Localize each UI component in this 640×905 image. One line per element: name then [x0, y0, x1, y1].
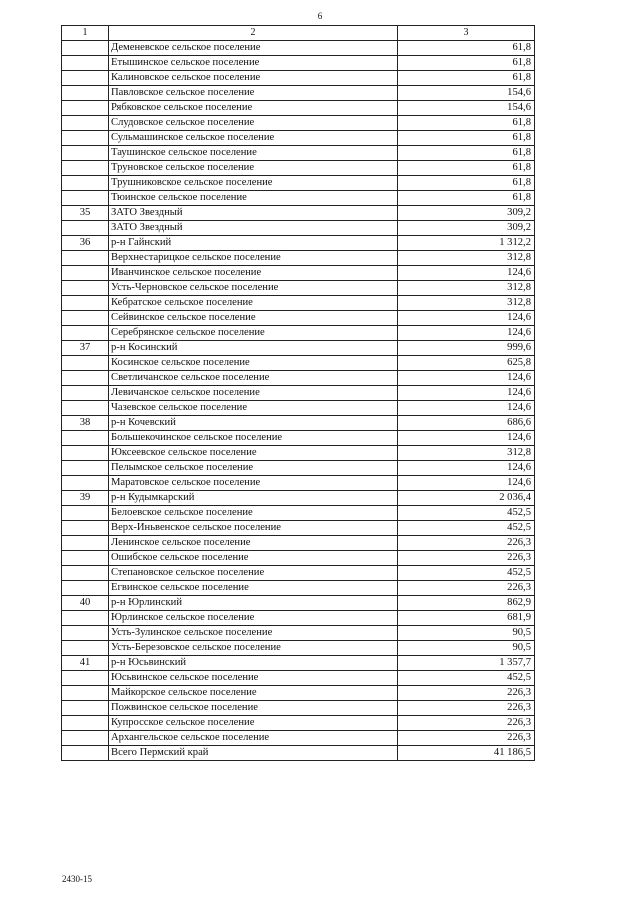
table-row: [62, 206, 535, 221]
row-number: 35: [62, 206, 109, 221]
table-row: [62, 221, 535, 236]
document-code: 2430-15: [62, 874, 92, 884]
table-row: [62, 266, 535, 281]
row-name: Сейвинское сельское поселение: [109, 311, 398, 326]
table-row: [62, 386, 535, 401]
row-name: Тюинское сельское поселение: [109, 191, 398, 206]
row-number: [62, 86, 109, 101]
table-row: [62, 131, 535, 146]
row-number: [62, 221, 109, 236]
row-number: [62, 476, 109, 491]
row-value: 625,8: [398, 356, 535, 371]
table-row: [62, 431, 535, 446]
table-row: [62, 596, 535, 611]
row-value: 124,6: [398, 326, 535, 341]
row-value: 999,6: [398, 341, 535, 356]
row-name: Юрлинское сельское поселение: [109, 611, 398, 626]
row-number: 39: [62, 491, 109, 506]
row-name: р-н Косинский: [109, 341, 398, 356]
row-value: 124,6: [398, 476, 535, 491]
row-name: Юксеевское сельское поселение: [109, 446, 398, 461]
row-name: Усть-Зулинское сельское поселение: [109, 626, 398, 641]
row-name: Левичанское сельское поселение: [109, 386, 398, 401]
row-name: Архангельское сельское поселение: [109, 731, 398, 746]
row-name: р-н Юсьвинский: [109, 656, 398, 671]
row-value: 681,9: [398, 611, 535, 626]
row-number: [62, 161, 109, 176]
row-number: [62, 446, 109, 461]
row-number: [62, 386, 109, 401]
table-row: [62, 176, 535, 191]
table-row: [62, 161, 535, 176]
table-row: [62, 86, 535, 101]
row-number: [62, 536, 109, 551]
row-name: Майкорское сельское поселение: [109, 686, 398, 701]
table-row: [62, 686, 535, 701]
table-row: [62, 116, 535, 131]
table-row: [62, 401, 535, 416]
table-row: [62, 371, 535, 386]
row-value: 1 312,2: [398, 236, 535, 251]
column-header-2: 2: [109, 26, 398, 41]
row-name: р-н Кочевский: [109, 416, 398, 431]
column-header-3: 3: [398, 26, 535, 41]
row-value: 61,8: [398, 116, 535, 131]
table-row: [62, 656, 535, 671]
table-row: [62, 296, 535, 311]
row-value: 226,3: [398, 716, 535, 731]
table-row: [62, 251, 535, 266]
table-row: [62, 71, 535, 86]
row-value: 226,3: [398, 551, 535, 566]
row-name: Егвинское сельское поселение: [109, 581, 398, 596]
table-row: [62, 41, 535, 56]
row-value: 154,6: [398, 101, 535, 116]
row-number: [62, 521, 109, 536]
table-row: [62, 551, 535, 566]
row-value: 686,6: [398, 416, 535, 431]
table-row: [62, 101, 535, 116]
row-number: [62, 611, 109, 626]
row-value: 452,5: [398, 671, 535, 686]
row-number: [62, 716, 109, 731]
row-name: Етышинское сельское поселение: [109, 56, 398, 71]
table-row: [62, 746, 535, 761]
row-name: Слудовское сельское поселение: [109, 116, 398, 131]
row-value: 862,9: [398, 596, 535, 611]
table-row: [62, 446, 535, 461]
row-number: [62, 401, 109, 416]
row-name: ЗАТО Звездный: [109, 206, 398, 221]
row-name: Деменевское сельское поселение: [109, 41, 398, 56]
row-number: [62, 371, 109, 386]
page-number: 6: [317, 11, 323, 21]
row-name: Ленинское сельское поселение: [109, 536, 398, 551]
row-number: [62, 296, 109, 311]
table-header-row: [62, 26, 535, 41]
table-row: [62, 281, 535, 296]
row-value: 2 036,4: [398, 491, 535, 506]
table-row: [62, 701, 535, 716]
row-value: 90,5: [398, 626, 535, 641]
row-number: [62, 251, 109, 266]
row-number: [62, 671, 109, 686]
row-value: 61,8: [398, 191, 535, 206]
row-value: 61,8: [398, 146, 535, 161]
row-number: [62, 461, 109, 476]
row-value: 226,3: [398, 701, 535, 716]
row-value: 124,6: [398, 461, 535, 476]
row-value: 61,8: [398, 71, 535, 86]
row-value: 226,3: [398, 731, 535, 746]
row-name: Калиновское сельское поселение: [109, 71, 398, 86]
row-name: Всего Пермский край: [109, 746, 398, 761]
row-number: [62, 71, 109, 86]
row-name: Серебрянское сельское поселение: [109, 326, 398, 341]
row-number: [62, 311, 109, 326]
table-row: [62, 356, 535, 371]
row-value: 309,2: [398, 221, 535, 236]
row-name: р-н Кудымкарский: [109, 491, 398, 506]
row-number: [62, 506, 109, 521]
row-value: 61,8: [398, 161, 535, 176]
table-row: [62, 326, 535, 341]
row-name: Павловское сельское поселение: [109, 86, 398, 101]
table-row: [62, 536, 535, 551]
row-name: Усть-Березовское сельское поселение: [109, 641, 398, 656]
row-name: Усть-Черновское сельское поселение: [109, 281, 398, 296]
table-row: [62, 146, 535, 161]
row-name: Трушниковское сельское поселение: [109, 176, 398, 191]
row-number: [62, 581, 109, 596]
table-row: [62, 641, 535, 656]
data-table: [61, 25, 535, 761]
row-name: р-н Юрлинский: [109, 596, 398, 611]
table-row: [62, 566, 535, 581]
row-number: 38: [62, 416, 109, 431]
table-row: [62, 311, 535, 326]
row-name: Кебратское сельское поселение: [109, 296, 398, 311]
table-row: [62, 56, 535, 71]
row-value: 61,8: [398, 131, 535, 146]
row-name: Рябковское сельское поселение: [109, 101, 398, 116]
row-number: [62, 431, 109, 446]
row-name: Верх-Иньвенское сельское поселение: [109, 521, 398, 536]
row-number: [62, 551, 109, 566]
row-number: [62, 41, 109, 56]
row-number: [62, 56, 109, 71]
row-value: 41 186,5: [398, 746, 535, 761]
table-row: [62, 506, 535, 521]
row-value: 309,2: [398, 206, 535, 221]
row-number: 37: [62, 341, 109, 356]
row-number: [62, 326, 109, 341]
row-number: [62, 131, 109, 146]
table-row: [62, 461, 535, 476]
row-name: Чазевское сельское поселение: [109, 401, 398, 416]
row-value: 452,5: [398, 521, 535, 536]
row-value: 124,6: [398, 266, 535, 281]
row-name: Маратовское сельское поселение: [109, 476, 398, 491]
row-number: [62, 641, 109, 656]
row-value: 312,8: [398, 296, 535, 311]
row-number: [62, 146, 109, 161]
row-name: Косинское сельское поселение: [109, 356, 398, 371]
row-value: 61,8: [398, 176, 535, 191]
row-value: 226,3: [398, 536, 535, 551]
row-number: 36: [62, 236, 109, 251]
row-value: 154,6: [398, 86, 535, 101]
row-number: [62, 626, 109, 641]
table-row: [62, 731, 535, 746]
table-row: [62, 611, 535, 626]
table-row: [62, 491, 535, 506]
row-name: Иванчинское сельское поселение: [109, 266, 398, 281]
row-number: 40: [62, 596, 109, 611]
row-value: 452,5: [398, 566, 535, 581]
table-body: [62, 41, 535, 761]
row-value: 124,6: [398, 431, 535, 446]
row-value: 124,6: [398, 386, 535, 401]
row-name: Сульмашинское сельское поселение: [109, 131, 398, 146]
row-name: Светличанское сельское поселение: [109, 371, 398, 386]
row-value: 61,8: [398, 56, 535, 71]
row-value: 124,6: [398, 371, 535, 386]
row-value: 312,8: [398, 446, 535, 461]
row-value: 1 357,7: [398, 656, 535, 671]
table-row: [62, 236, 535, 251]
row-value: 452,5: [398, 506, 535, 521]
table-row: [62, 341, 535, 356]
row-number: 41: [62, 656, 109, 671]
column-header-1: 1: [62, 26, 109, 41]
row-value: 61,8: [398, 41, 535, 56]
row-value: 124,6: [398, 401, 535, 416]
row-name: Ошибское сельское поселение: [109, 551, 398, 566]
table-row: [62, 626, 535, 641]
row-number: [62, 731, 109, 746]
row-number: [62, 686, 109, 701]
row-value: 312,8: [398, 281, 535, 296]
row-name: ЗАТО Звездный: [109, 221, 398, 236]
table-row: [62, 671, 535, 686]
table-row: [62, 716, 535, 731]
row-number: [62, 356, 109, 371]
row-name: Пожвинское сельское поселение: [109, 701, 398, 716]
row-name: р-н Гайнский: [109, 236, 398, 251]
row-name: Пелымское сельское поселение: [109, 461, 398, 476]
table-row: [62, 416, 535, 431]
row-name: Труновское сельское поселение: [109, 161, 398, 176]
row-name: Таушинское сельское поселение: [109, 146, 398, 161]
row-number: [62, 746, 109, 761]
row-value: 124,6: [398, 311, 535, 326]
row-number: [62, 176, 109, 191]
row-value: 226,3: [398, 581, 535, 596]
row-value: 312,8: [398, 251, 535, 266]
row-number: [62, 116, 109, 131]
table-row: [62, 476, 535, 491]
table-row: [62, 191, 535, 206]
row-number: [62, 101, 109, 116]
row-number: [62, 281, 109, 296]
table-row: [62, 581, 535, 596]
row-value: 226,3: [398, 686, 535, 701]
table-row: [62, 521, 535, 536]
row-name: Большекочинское сельское поселение: [109, 431, 398, 446]
row-number: [62, 191, 109, 206]
row-name: Купросское сельское поселение: [109, 716, 398, 731]
row-number: [62, 566, 109, 581]
row-name: Степановское сельское поселение: [109, 566, 398, 581]
row-number: [62, 266, 109, 281]
row-name: Верхнестарицкое сельское поселение: [109, 251, 398, 266]
row-name: Юсьвинское сельское поселение: [109, 671, 398, 686]
row-number: [62, 701, 109, 716]
row-name: Белоевское сельское поселение: [109, 506, 398, 521]
row-value: 90,5: [398, 641, 535, 656]
